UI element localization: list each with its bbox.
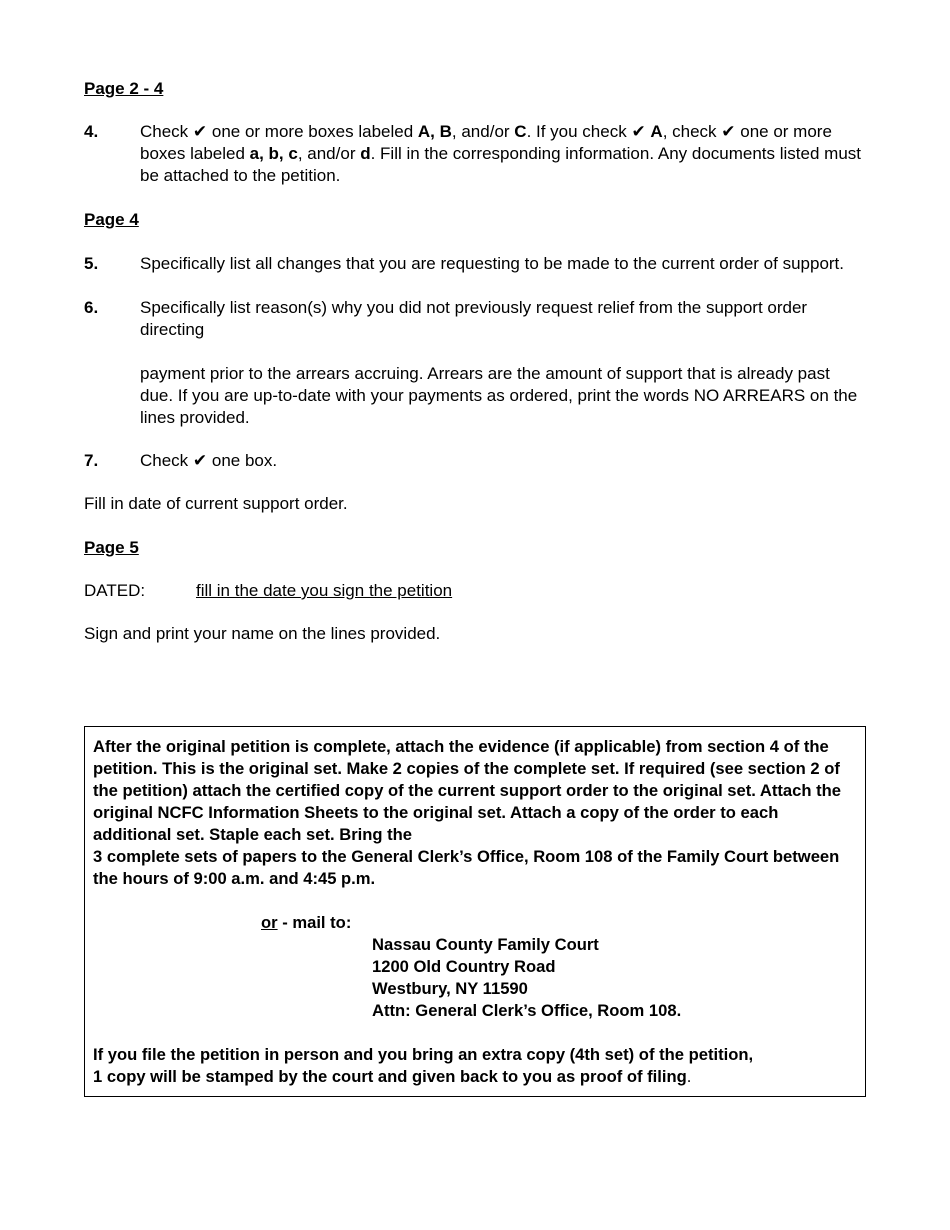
- instruction-item-5: [84, 253, 866, 275]
- heading-page-5: Page 5: [84, 538, 139, 557]
- heading-page-4: Page 4: [84, 210, 139, 229]
- bold-run: C: [514, 122, 527, 141]
- period: .: [686, 1067, 692, 1086]
- filing-instructions-box: [84, 726, 866, 1097]
- text-run: Check ✔ one or more boxes labeled: [140, 122, 418, 141]
- item-number: 6.: [84, 298, 99, 317]
- item-text: [140, 297, 866, 429]
- instruction-item-7: [84, 450, 866, 472]
- mail-to-line: [93, 912, 857, 934]
- item-text: [140, 121, 866, 187]
- dated-value: fill in the date you sign the petition: [196, 581, 453, 600]
- document-page: [84, 78, 866, 645]
- item-text-part-a: Specifically list reason(s) why you did not previously request relief from the support order directing: [140, 298, 808, 339]
- or-word: or: [261, 913, 278, 932]
- heading-page-2-4: Page 2 - 4: [84, 79, 164, 98]
- text-run: . Fill in the corresponding information. Any documents listed must be attached to the petition.: [140, 144, 861, 185]
- address-line-3: Westbury, NY 11590: [372, 979, 528, 998]
- fill-date-instruction: Fill in date of current support order.: [84, 494, 348, 513]
- text-run: , and/or: [297, 144, 361, 163]
- box-paragraph-2-end: [93, 1066, 857, 1088]
- item-number: 7.: [84, 451, 99, 470]
- address-line-2: 1200 Old Country Road: [372, 957, 556, 976]
- item-text: Check ✔ one box.: [140, 451, 278, 470]
- dated-label: DATED:: [84, 581, 146, 600]
- dated-line: [84, 580, 866, 602]
- instruction-item-6: [84, 297, 866, 429]
- bold-run: A: [650, 122, 663, 141]
- sign-instruction: Sign and print your name on the lines provided.: [84, 624, 441, 643]
- item-number: 5.: [84, 254, 99, 273]
- address-line-1: Nassau County Family Court: [372, 935, 599, 954]
- bold-run: d: [360, 144, 371, 163]
- item-number: 4.: [84, 122, 99, 141]
- bold-run: a, b, c: [249, 144, 298, 163]
- mail-to-label: - mail to:: [277, 913, 352, 932]
- text-run: , check ✔ one or more boxes labeled: [140, 122, 832, 163]
- box-paragraph-1: After the original petition is complete, attach the evidence (if applicable) from section 4 of the petition. This is the original set. Make 2 copies of the complete set. If required (see section 2 of the petition) attach the certified copy of the current support order to the original set. Attach the original NCFC Information Sheets to the original set. Attach a copy of the order to each additional set. Staple each set. Bring the: [93, 737, 842, 844]
- text-run: 1 copy will be stamped by the court and given back to you as proof of filing: [93, 1067, 687, 1086]
- item-text-part-b: payment prior to the arrears accruing. Arrears are the amount of support that is already past due. If you are up-to-date with your payments as ordered, print the words NO ARREARS on the lines provided.: [140, 364, 858, 427]
- box-paragraph-2: If you file the petition in person and you bring an extra copy (4th set) of the petition,: [93, 1045, 754, 1064]
- item-text: Specifically list all changes that you are requesting to be made to the current order of support.: [140, 254, 845, 273]
- text-run: . If you check ✔: [526, 122, 651, 141]
- box-paragraph-1-end: 3 complete sets of papers to the General Clerk’s Office, Room 108 of the Family Court between the hours of 9:00 a.m. and 4:45 p.m.: [93, 847, 840, 888]
- text-run: , and/or: [451, 122, 515, 141]
- bold-run: A, B: [417, 122, 452, 141]
- address-line-4: Attn: General Clerk’s Office, Room 108.: [372, 1001, 682, 1020]
- instruction-item-4: [84, 121, 866, 187]
